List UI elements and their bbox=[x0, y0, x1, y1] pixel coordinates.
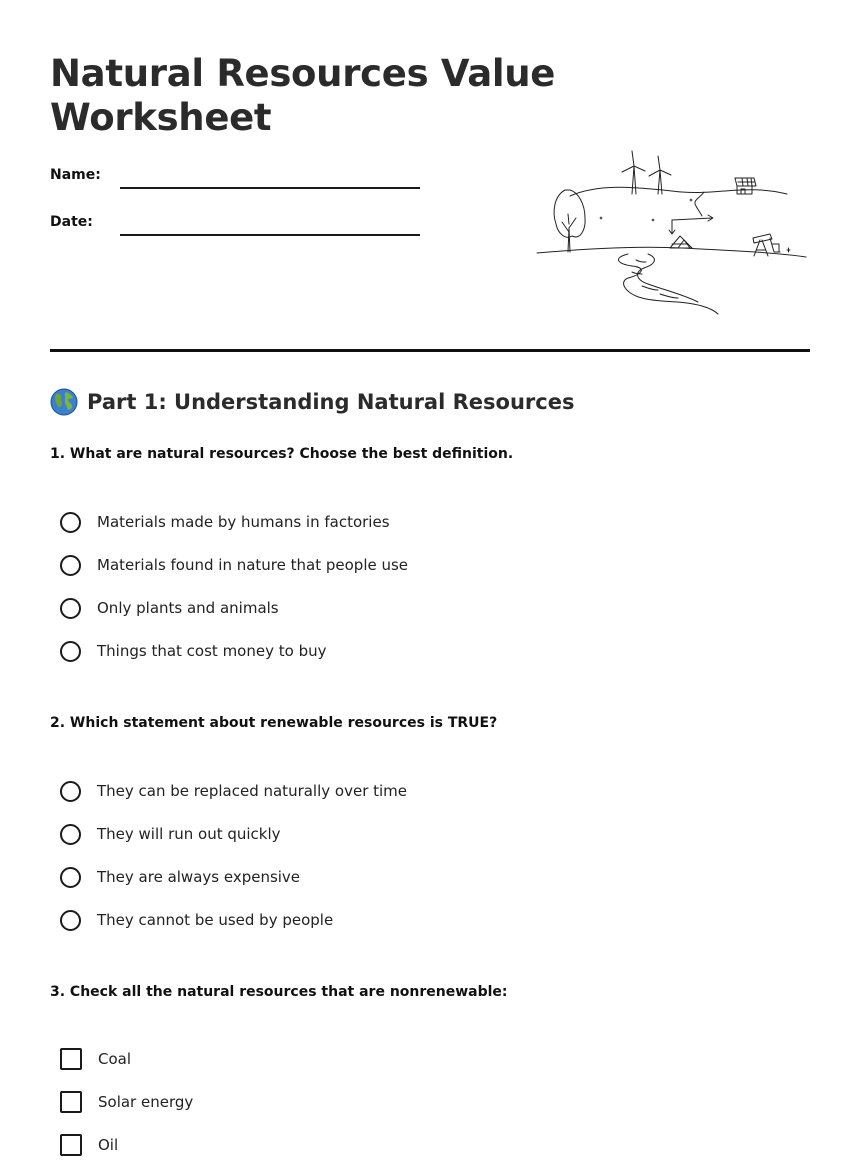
q2-option[interactable] bbox=[60, 821, 281, 847]
checkbox[interactable] bbox=[60, 1091, 82, 1113]
name-field[interactable] bbox=[120, 187, 420, 189]
radio-button[interactable] bbox=[60, 598, 81, 619]
q3-option[interactable] bbox=[60, 1089, 193, 1115]
option-label: Coal bbox=[98, 1050, 132, 1068]
q1-option[interactable] bbox=[60, 638, 326, 664]
question-3: 3. Check all the natural resources that are nonrenewable: bbox=[50, 984, 508, 1000]
option-label: They can be replaced naturally over time bbox=[97, 782, 408, 800]
landscape-illustration bbox=[532, 148, 812, 318]
option-label: Only plants and animals bbox=[97, 599, 279, 617]
option-label: Oil bbox=[98, 1136, 119, 1154]
q3-option[interactable] bbox=[60, 1132, 118, 1158]
radio-button[interactable] bbox=[60, 555, 81, 576]
radio-button[interactable] bbox=[60, 824, 81, 845]
radio-button[interactable] bbox=[60, 512, 81, 533]
date-field[interactable] bbox=[120, 234, 420, 236]
part1-title bbox=[50, 388, 574, 416]
section-divider bbox=[50, 349, 810, 352]
option-label: They will run out quickly bbox=[97, 825, 281, 843]
q1-option[interactable] bbox=[60, 595, 279, 621]
question-2: 2. Which statement about renewable resources is TRUE? bbox=[50, 715, 498, 731]
q1-option[interactable] bbox=[60, 552, 408, 578]
option-label: Materials made by humans in factories bbox=[97, 513, 390, 531]
q2-option[interactable] bbox=[60, 864, 300, 890]
q3-option[interactable] bbox=[60, 1046, 131, 1072]
date-label: Date: bbox=[50, 214, 93, 230]
radio-button[interactable] bbox=[60, 641, 81, 662]
option-label: Solar energy bbox=[98, 1093, 194, 1111]
name-label: Name: bbox=[50, 167, 101, 183]
q2-option[interactable] bbox=[60, 778, 407, 804]
q2-option[interactable] bbox=[60, 907, 333, 933]
option-label: Materials found in nature that people use bbox=[97, 556, 409, 574]
question-1: 1. What are natural resources? Choose the best definition. bbox=[50, 446, 514, 462]
checkbox[interactable] bbox=[60, 1048, 82, 1070]
option-label: They are always expensive bbox=[97, 868, 301, 886]
option-label: Things that cost money to buy bbox=[97, 642, 327, 660]
radio-button[interactable] bbox=[60, 781, 81, 802]
radio-button[interactable] bbox=[60, 910, 81, 931]
option-label: They cannot be used by people bbox=[97, 911, 334, 929]
checkbox[interactable] bbox=[60, 1134, 82, 1156]
radio-button[interactable] bbox=[60, 867, 81, 888]
q1-option[interactable] bbox=[60, 509, 390, 535]
part1-title-text: Part 1: Understanding Natural Resources bbox=[87, 390, 575, 414]
globe-icon bbox=[50, 388, 78, 416]
worksheet-title: Natural Resources Value Worksheet bbox=[50, 52, 556, 139]
